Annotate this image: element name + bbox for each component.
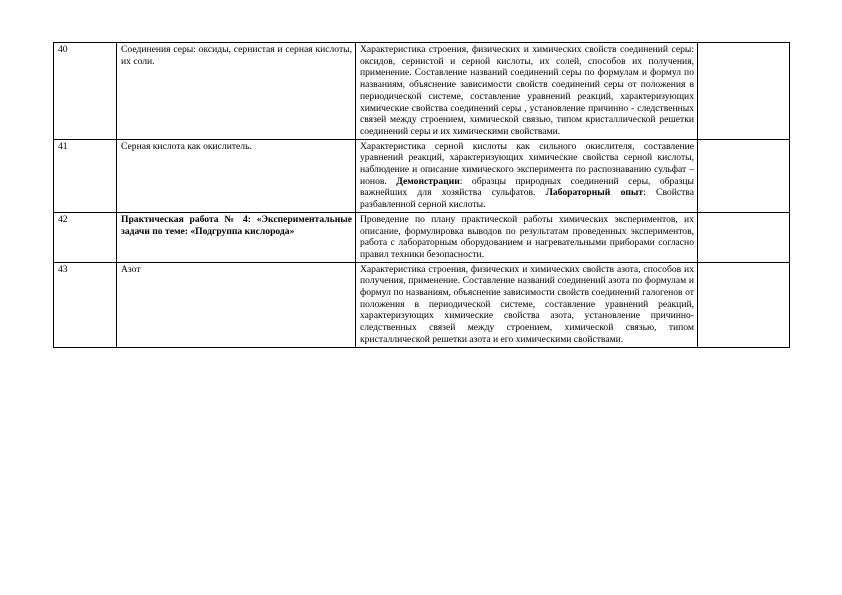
lesson-number: 40 (54, 43, 117, 140)
table-row (54, 212, 790, 262)
description-text: : Свойства разбавленной серной кислоты. (360, 187, 694, 211)
lab-experiment-label: Лабораторный опыт (545, 187, 644, 199)
table-row (54, 262, 790, 347)
lesson-topic: Серная кислота как окислитель. (117, 139, 356, 212)
description-text: Характеристика строения, физических и химических свойств соединений серы: оксидов, сернистой и серной кислоты, их солей, способов их получения, применение. Составление названий соединений серы по формулам и формул по названиям, объяснение зависимости свойств соединений серы от положения в периодической системе, составление уравнений реакций, характеризующих химические свойства соединений серы , установление причинно - следственных связей между строением, химической связью, типом кристаллической решетки соединений серы и их химическими свойствами. (360, 44, 694, 137)
lesson-number: 41 (54, 139, 117, 212)
table-row (54, 139, 790, 212)
lesson-description (356, 43, 698, 140)
lesson-topic: Практическая работа № 4: «Экспериментальные задачи по теме: «Подгруппа кислорода» (117, 212, 356, 262)
lesson-number: 42 (54, 212, 117, 262)
empty-cell (698, 139, 790, 212)
description-text: Характеристика серной кислоты как сильного окислителя, составление уравнений реакций, характеризующих химические свойства серной кислоты, наблюдение и описание химического эксперимента по распознаванию сульфат – ионов. (360, 140, 694, 187)
lesson-number: 43 (54, 262, 117, 347)
lesson-description (356, 139, 698, 212)
empty-cell (698, 212, 790, 262)
lesson-topic: Азот (117, 262, 356, 347)
empty-cell (698, 43, 790, 140)
lesson-description (356, 212, 698, 262)
description-text: Проведение по плану практической работы химических экспериментов, их описание, формулировка выводов по результатам проведенных экспериментов, работа с лабораторным оборудованием и нагревательными приборами согласно правил техники безопасности. (360, 213, 694, 260)
description-text: Характеристика строения, физических и химических свойств азота, способов их получения, применение. Составление названий соединений азота по формулам и формул по названиям, объяснение зависимости свойств соединений галогенов от положения в периодической системе, составление уравнений реакций, характеризующих химические свойства азота, установление причинно- следственных связей между строением, химической связью, типом кристаллической решетки азота и его химическими свойствами. (360, 263, 694, 345)
lesson-plan-table (53, 42, 790, 348)
demonstrations-label: Демонстрации (396, 175, 460, 187)
lesson-topic: Соединения серы: оксиды, сернистая и серная кислоты, их соли. (117, 43, 356, 140)
description-text: : образцы природных соединений серы, образцы важнейших для хозяйства сульфатов. (360, 175, 694, 199)
lesson-description (356, 262, 698, 347)
empty-cell (698, 262, 790, 347)
table-row (54, 43, 790, 140)
